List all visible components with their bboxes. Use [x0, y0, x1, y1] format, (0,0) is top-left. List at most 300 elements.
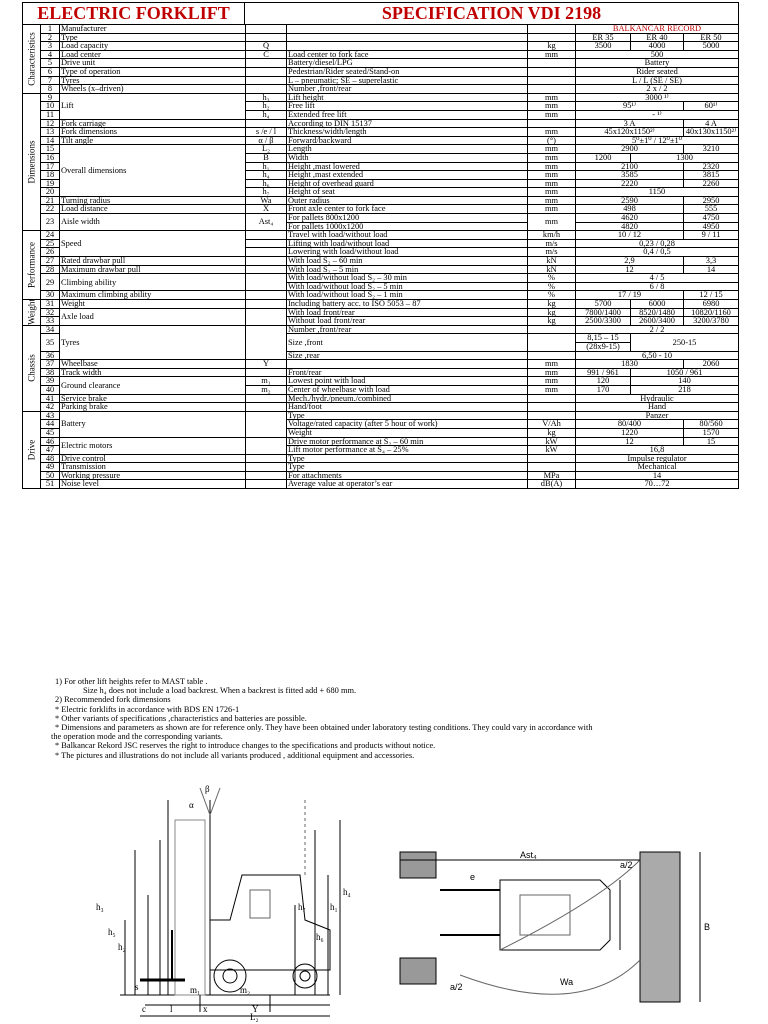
- spec-cell: 4750: [684, 214, 739, 223]
- spec-cell: 4 / 5: [576, 274, 739, 283]
- spec-cell: Manufacturer: [60, 25, 246, 34]
- title-right: SPECIFICATION VDI 2198: [245, 3, 739, 25]
- spec-cell: 10: [41, 102, 60, 111]
- row-unit: [528, 85, 576, 94]
- row-unit: (°): [528, 136, 576, 145]
- row-number: 48: [41, 454, 60, 463]
- spec-cell: [246, 25, 287, 34]
- row-value: 14: [576, 471, 739, 480]
- row-symbol: [246, 394, 287, 403]
- spec-cell: 2320: [684, 162, 739, 171]
- row-number: 3: [41, 42, 60, 51]
- spec-cell: V/Ah: [528, 420, 576, 429]
- spec-cell: kW: [528, 437, 576, 446]
- spec-row: [23, 360, 739, 369]
- spec-cell: Travel with load/without load: [287, 231, 528, 240]
- spec-cell: 4950: [684, 222, 739, 231]
- label-ast4: Ast₄: [520, 850, 537, 860]
- row-value: 1830: [576, 360, 684, 369]
- spec-cell: 43: [41, 411, 60, 420]
- row-description: [287, 42, 528, 51]
- row-description: With load S₂ – 5 min: [287, 265, 528, 274]
- spec-cell: 2600/3400: [631, 317, 684, 326]
- spec-cell: 15: [41, 145, 60, 154]
- spec-cell: m₁: [246, 377, 287, 386]
- spec-cell: 6980: [684, 300, 739, 309]
- spec-cell: With load front/rear: [287, 308, 528, 317]
- label-h4: h₄: [343, 887, 351, 897]
- spec-cell: 33: [41, 317, 60, 326]
- row-number: 13: [41, 128, 60, 137]
- note-5b: the operation mode and the corresponding variants.: [51, 732, 223, 742]
- spec-cell: L₂: [246, 145, 287, 154]
- spec-cell: 60¹⁾: [684, 102, 739, 111]
- section-label-dimensions: Dimensions: [26, 140, 36, 184]
- spec-cell: h₄: [246, 171, 287, 180]
- spec-row: [23, 403, 739, 412]
- spec-cell: Overall dimensions: [60, 145, 246, 197]
- spec-cell: 2900: [576, 145, 684, 154]
- spec-cell: 3210: [684, 145, 739, 154]
- spec-cell: 1150: [576, 188, 739, 197]
- row-name: Transmission: [60, 463, 246, 472]
- spec-table: [22, 24, 739, 489]
- spec-cell: [528, 325, 576, 334]
- spec-cell: [528, 334, 576, 351]
- spec-cell: 6 / 8: [576, 282, 739, 291]
- row-value: Hydraulic: [576, 394, 739, 403]
- spec-cell: With load/without load S₂ – 5 min: [287, 282, 528, 291]
- spec-cell: Number ,front/rear: [287, 325, 528, 334]
- spec-row: [23, 394, 739, 403]
- row-symbol: Y: [246, 360, 287, 369]
- spec-cell: 2500/3300: [576, 317, 631, 326]
- spec-row: [23, 454, 739, 463]
- spec-cell: kg: [528, 428, 576, 437]
- row-value: 4000: [631, 42, 684, 51]
- spec-cell: 16,8: [576, 446, 739, 455]
- spec-cell: 8520/1480: [631, 308, 684, 317]
- row-value: ER 40: [631, 33, 684, 42]
- label-l: l: [170, 1004, 173, 1014]
- row-number: 5: [41, 59, 60, 68]
- section-drive: [23, 411, 41, 488]
- spec-cell: [246, 274, 287, 291]
- label-h6: h₆: [316, 932, 324, 942]
- row-name: Maximum climbing ability: [60, 291, 246, 300]
- row-unit: [528, 67, 576, 76]
- spec-cell: h₂: [246, 102, 287, 111]
- row-name: Drive unit: [60, 59, 246, 68]
- spec-cell: 1300: [631, 153, 739, 162]
- spec-cell: 6000: [631, 300, 684, 309]
- label-h7: h₇: [298, 902, 306, 912]
- spec-cell: - ¹⁾: [576, 110, 739, 119]
- spec-row: [23, 480, 739, 489]
- row-number: 28: [41, 265, 60, 274]
- spec-cell: Height of seat: [287, 188, 528, 197]
- row-name: Tyres: [60, 76, 246, 85]
- row-symbol: [246, 59, 287, 68]
- title-left: ELECTRIC FORKLIFT: [23, 3, 245, 25]
- spec-cell: kg: [528, 300, 576, 309]
- spec-cell: Weight: [287, 428, 528, 437]
- row-description: L – pneumatic; SE – superelastic: [287, 76, 528, 85]
- row-name: Parking brake: [60, 403, 246, 412]
- spec-cell: 10820/1160: [684, 308, 739, 317]
- spec-cell: km/h: [528, 231, 576, 240]
- row-description: [287, 360, 528, 369]
- spec-cell: kW: [528, 446, 576, 455]
- label-beta: β: [205, 784, 210, 794]
- row-value: 70…72: [576, 480, 739, 489]
- row-description: With load/without load S₂ – 1 min: [287, 291, 528, 300]
- spec-row: [23, 33, 739, 42]
- spec-row: [23, 463, 739, 472]
- row-symbol: Wa: [246, 196, 287, 205]
- row-unit: dB(A): [528, 480, 576, 489]
- row-description: Battery/diesel/LPG: [287, 59, 528, 68]
- spec-cell: 7800/1400: [576, 308, 631, 317]
- spec-cell: [246, 325, 287, 359]
- spec-row: [23, 85, 739, 94]
- row-description: With load S₂ – 60 min: [287, 257, 528, 266]
- spec-cell: %: [528, 274, 576, 283]
- row-symbol: [246, 291, 287, 300]
- row-value: 555: [684, 205, 739, 214]
- row-value: 2590: [576, 196, 684, 205]
- spec-row: [23, 368, 739, 377]
- spec-cell: Ast₄: [246, 214, 287, 231]
- label-s: s: [135, 982, 139, 992]
- row-symbol: X: [246, 205, 287, 214]
- spec-cell: Including battery acc. to ISO 5053 – 87: [287, 300, 528, 309]
- spec-cell: 1: [41, 25, 60, 34]
- row-name: Type of operation: [60, 67, 246, 76]
- label-x: x: [203, 1004, 208, 1014]
- spec-cell: 38: [41, 368, 60, 377]
- spec-cell: mm: [528, 377, 576, 386]
- spec-cell: 218: [631, 385, 739, 394]
- spec-cell: 32: [41, 308, 60, 317]
- row-value: Hand: [576, 403, 739, 412]
- section-label-chassis: Chassis: [26, 354, 36, 383]
- spec-row: [23, 308, 739, 317]
- spec-cell: (28x9-15): [576, 342, 631, 351]
- spec-cell: Track width: [60, 368, 246, 377]
- row-value: 2060: [684, 360, 739, 369]
- spec-cell: Extended free lift: [287, 110, 528, 119]
- spec-cell: 3815: [684, 171, 739, 180]
- spec-cell: 31: [41, 300, 60, 309]
- row-symbol: [246, 85, 287, 94]
- row-value: 5⁰±1⁰ / 12⁰±1⁰: [576, 136, 739, 145]
- spec-cell: With load/without load S₂ – 30 min: [287, 274, 528, 283]
- row-value: 12 / 15: [684, 291, 739, 300]
- spec-cell: Length: [287, 145, 528, 154]
- spec-cell: mm: [528, 153, 576, 162]
- spec-cell: 46: [41, 437, 60, 446]
- row-value: 45x120x1150²⁾: [576, 128, 684, 137]
- spec-cell: 44: [41, 420, 60, 429]
- row-number: 30: [41, 291, 60, 300]
- label-alpha: α: [189, 800, 194, 810]
- spec-cell: mm: [528, 162, 576, 171]
- spec-row: [23, 257, 739, 266]
- spec-cell: mm: [528, 110, 576, 119]
- spec-cell: 10 / 12: [576, 231, 684, 240]
- spec-cell: Height ,mast extended: [287, 171, 528, 180]
- spec-cell: [246, 437, 287, 454]
- spec-cell: Aisle width: [60, 214, 246, 231]
- spec-cell: 25: [41, 239, 60, 248]
- row-description: Average value at operator’s ear: [287, 480, 528, 489]
- row-number: 42: [41, 403, 60, 412]
- row-unit: kg: [528, 42, 576, 51]
- spec-cell: 2220: [576, 179, 684, 188]
- note-4: * Other variants of specifications ,characteristics and batteries are possible.: [55, 713, 307, 723]
- spec-cell: 2 / 2: [576, 325, 739, 334]
- spec-cell: mm: [528, 93, 576, 102]
- spec-row: [23, 76, 739, 85]
- row-description: Thickness/width/length: [287, 128, 528, 137]
- spec-cell: 24: [41, 231, 60, 240]
- spec-cell: 1200: [576, 153, 631, 162]
- section-performance: [23, 231, 41, 300]
- row-number: 8: [41, 85, 60, 94]
- row-name: Working pressure: [60, 471, 246, 480]
- spec-cell: 8,15 – 15: [576, 334, 631, 343]
- spec-cell: 2260: [684, 179, 739, 188]
- row-symbol: [246, 480, 287, 489]
- row-name: Load distance: [60, 205, 246, 214]
- footnotes: [51, 677, 755, 760]
- row-unit: [528, 59, 576, 68]
- row-unit: mm: [528, 50, 576, 59]
- label-wa: Wa: [560, 977, 574, 987]
- row-symbol: Q: [246, 42, 287, 51]
- row-name: Turning radius: [60, 196, 246, 205]
- row-number: 22: [41, 205, 60, 214]
- section-label-drive: Drive: [26, 439, 36, 461]
- row-number: 12: [41, 119, 60, 128]
- label-l2: L₂: [250, 1012, 259, 1022]
- spec-cell: Tyres: [60, 325, 246, 359]
- row-name: Tilt angle: [60, 136, 246, 145]
- spec-cell: 23: [41, 214, 60, 231]
- spec-cell: 250-15: [631, 334, 739, 351]
- label-y: Y: [252, 1004, 259, 1014]
- spec-cell: Ground clearance: [60, 377, 246, 394]
- spec-cell: Speed: [60, 231, 246, 257]
- spec-cell: 6,50 - 10: [576, 351, 739, 360]
- spec-cell: Drive motor performance at S₂ – 60 min: [287, 437, 528, 446]
- spec-cell: 12: [576, 437, 684, 446]
- spec-cell: [246, 300, 287, 309]
- spec-cell: mm: [528, 385, 576, 394]
- spec-cell: For pallets 1000x1200: [287, 222, 528, 231]
- section-dimensions: [23, 93, 41, 231]
- spec-cell: Electric motors: [60, 437, 246, 454]
- note-1: 1) For other lift heights refer to MAST table .: [55, 677, 208, 686]
- spec-row: [23, 145, 739, 154]
- row-number: 7: [41, 76, 60, 85]
- spec-cell: 5700: [576, 300, 631, 309]
- row-name: Noise level: [60, 480, 246, 489]
- spec-cell: [246, 231, 287, 240]
- row-symbol: [246, 463, 287, 472]
- row-number: 27: [41, 257, 60, 266]
- row-unit: [528, 76, 576, 85]
- spec-cell: 0,23 / 0,28: [576, 239, 739, 248]
- spec-row: [23, 325, 739, 334]
- spec-cell: Lowering with load/without load: [287, 248, 528, 257]
- row-name: Load capacity: [60, 42, 246, 51]
- spec-cell: Lift height: [287, 93, 528, 102]
- spec-cell: mm: [528, 179, 576, 188]
- row-name: Service brake: [60, 394, 246, 403]
- spec-cell: 1570: [684, 428, 739, 437]
- spec-cell: [246, 248, 287, 257]
- spec-cell: [246, 411, 287, 437]
- spec-cell: %: [528, 282, 576, 291]
- row-description: For attachments: [287, 471, 528, 480]
- row-value: 5000: [684, 42, 739, 51]
- spec-cell: Height of overhead guard: [287, 179, 528, 188]
- spec-cell: 39: [41, 377, 60, 386]
- spec-cell: Without load front/rear: [287, 317, 528, 326]
- spec-cell: m₂: [246, 385, 287, 394]
- row-description: Load center to fork face: [287, 50, 528, 59]
- label-h3: h₃: [96, 902, 104, 912]
- spec-cell: [246, 239, 287, 248]
- spec-cell: 40: [41, 385, 60, 394]
- row-number: 14: [41, 136, 60, 145]
- row-value: 17 / 19: [576, 291, 684, 300]
- row-value: 12: [576, 265, 684, 274]
- spec-row: [23, 25, 739, 34]
- dimension-drawings: [96, 780, 720, 1022]
- note-7: * The pictures and illustrations do not include all variants produced , additional equipment and accessories.: [55, 750, 415, 760]
- spec-cell: 18: [41, 171, 60, 180]
- row-symbol: α / β: [246, 136, 287, 145]
- spec-row: [23, 128, 739, 137]
- spec-cell: mm: [528, 145, 576, 154]
- row-name: Type: [60, 33, 246, 42]
- header-bar: [22, 2, 739, 25]
- spec-cell: h₄: [246, 110, 287, 119]
- spec-row: [23, 42, 739, 51]
- spec-cell: 29: [41, 274, 60, 291]
- spec-cell: h₆: [246, 179, 287, 188]
- row-name: Fork carriage: [60, 119, 246, 128]
- spec-cell: 20: [41, 188, 60, 197]
- spec-cell: [246, 308, 287, 325]
- row-unit: [528, 394, 576, 403]
- spec-row: [23, 67, 739, 76]
- label-a2-bottom: a/2: [450, 982, 463, 992]
- row-number: 50: [41, 471, 60, 480]
- spec-cell: mm: [528, 368, 576, 377]
- spec-cell: kg: [528, 308, 576, 317]
- row-description: Outer radius: [287, 196, 528, 205]
- spec-row: [23, 300, 739, 309]
- label-h1: h₁: [330, 902, 338, 912]
- row-symbol: [246, 257, 287, 266]
- spec-cell: Weight: [60, 300, 246, 309]
- row-symbol: [246, 67, 287, 76]
- row-unit: mm: [528, 360, 576, 369]
- spec-cell: 11: [41, 110, 60, 119]
- note-3: * Electric forklifts in accordance with BDS EN 1726-1: [55, 704, 240, 714]
- row-number: 4: [41, 50, 60, 59]
- row-value: ER 35: [576, 33, 631, 42]
- spec-cell: B: [246, 153, 287, 162]
- row-value: 14: [684, 265, 739, 274]
- row-description: Pedestrian/Rider seated/Stand-on: [287, 67, 528, 76]
- spec-cell: 35: [41, 334, 60, 351]
- row-value: L / L (SE / SE): [576, 76, 739, 85]
- row-unit: %: [528, 291, 576, 300]
- spec-cell: 17: [41, 162, 60, 171]
- row-number: 49: [41, 463, 60, 472]
- spec-cell: For pallets 800x1200: [287, 214, 528, 223]
- spec-cell: 45: [41, 428, 60, 437]
- spec-cell: mm: [528, 171, 576, 180]
- spec-cell: mm: [528, 214, 576, 231]
- spec-cell: 47: [41, 446, 60, 455]
- label-b: B: [704, 922, 711, 932]
- spec-cell: 36: [41, 351, 60, 360]
- row-name: Rated drawbar pull: [60, 257, 246, 266]
- spec-cell: 26: [41, 248, 60, 257]
- section-chassis: [23, 325, 41, 411]
- label-e: e: [470, 872, 476, 882]
- row-unit: mm: [528, 205, 576, 214]
- row-value: 2 x / 2: [576, 85, 739, 94]
- row-value: 4 A: [684, 119, 739, 128]
- section-label-characteristics: Characteristics: [26, 32, 36, 86]
- label-a2-top: a/2: [620, 860, 633, 870]
- spec-cell: 170: [576, 385, 631, 394]
- note-1b: Size h₄ does not include a load backrest. When a backrest is fitted add + 680 mm.: [83, 686, 357, 696]
- row-value: 3,3: [684, 257, 739, 266]
- label-h5: h₅: [108, 927, 116, 937]
- label-c: c: [142, 1004, 146, 1014]
- spec-cell: 4620: [576, 214, 684, 223]
- section-label-weight: Weight: [26, 299, 36, 326]
- row-value: Battery: [576, 59, 739, 68]
- label-h2: h₂: [118, 942, 126, 952]
- spec-cell: Width: [287, 153, 528, 162]
- row-value: Rider seated: [576, 67, 739, 76]
- spec-cell: Climbing ability: [60, 274, 246, 291]
- row-number: 51: [41, 480, 60, 489]
- row-value: 3 A: [576, 119, 684, 128]
- spec-cell: [287, 25, 528, 34]
- spec-cell: 991 / 961: [576, 368, 631, 377]
- row-description: Mech./hydr./pneum./combined: [287, 394, 528, 403]
- row-number: 6: [41, 67, 60, 76]
- spec-cell: 1220: [576, 428, 684, 437]
- spec-cell: Center of wheelbase with load: [287, 385, 528, 394]
- spec-cell: Height ,mast lowered: [287, 162, 528, 171]
- row-name: Drive control: [60, 454, 246, 463]
- row-symbol: [246, 454, 287, 463]
- spec-cell: Axle load: [60, 308, 246, 325]
- row-symbol: [246, 76, 287, 85]
- row-value: 3500: [576, 42, 631, 51]
